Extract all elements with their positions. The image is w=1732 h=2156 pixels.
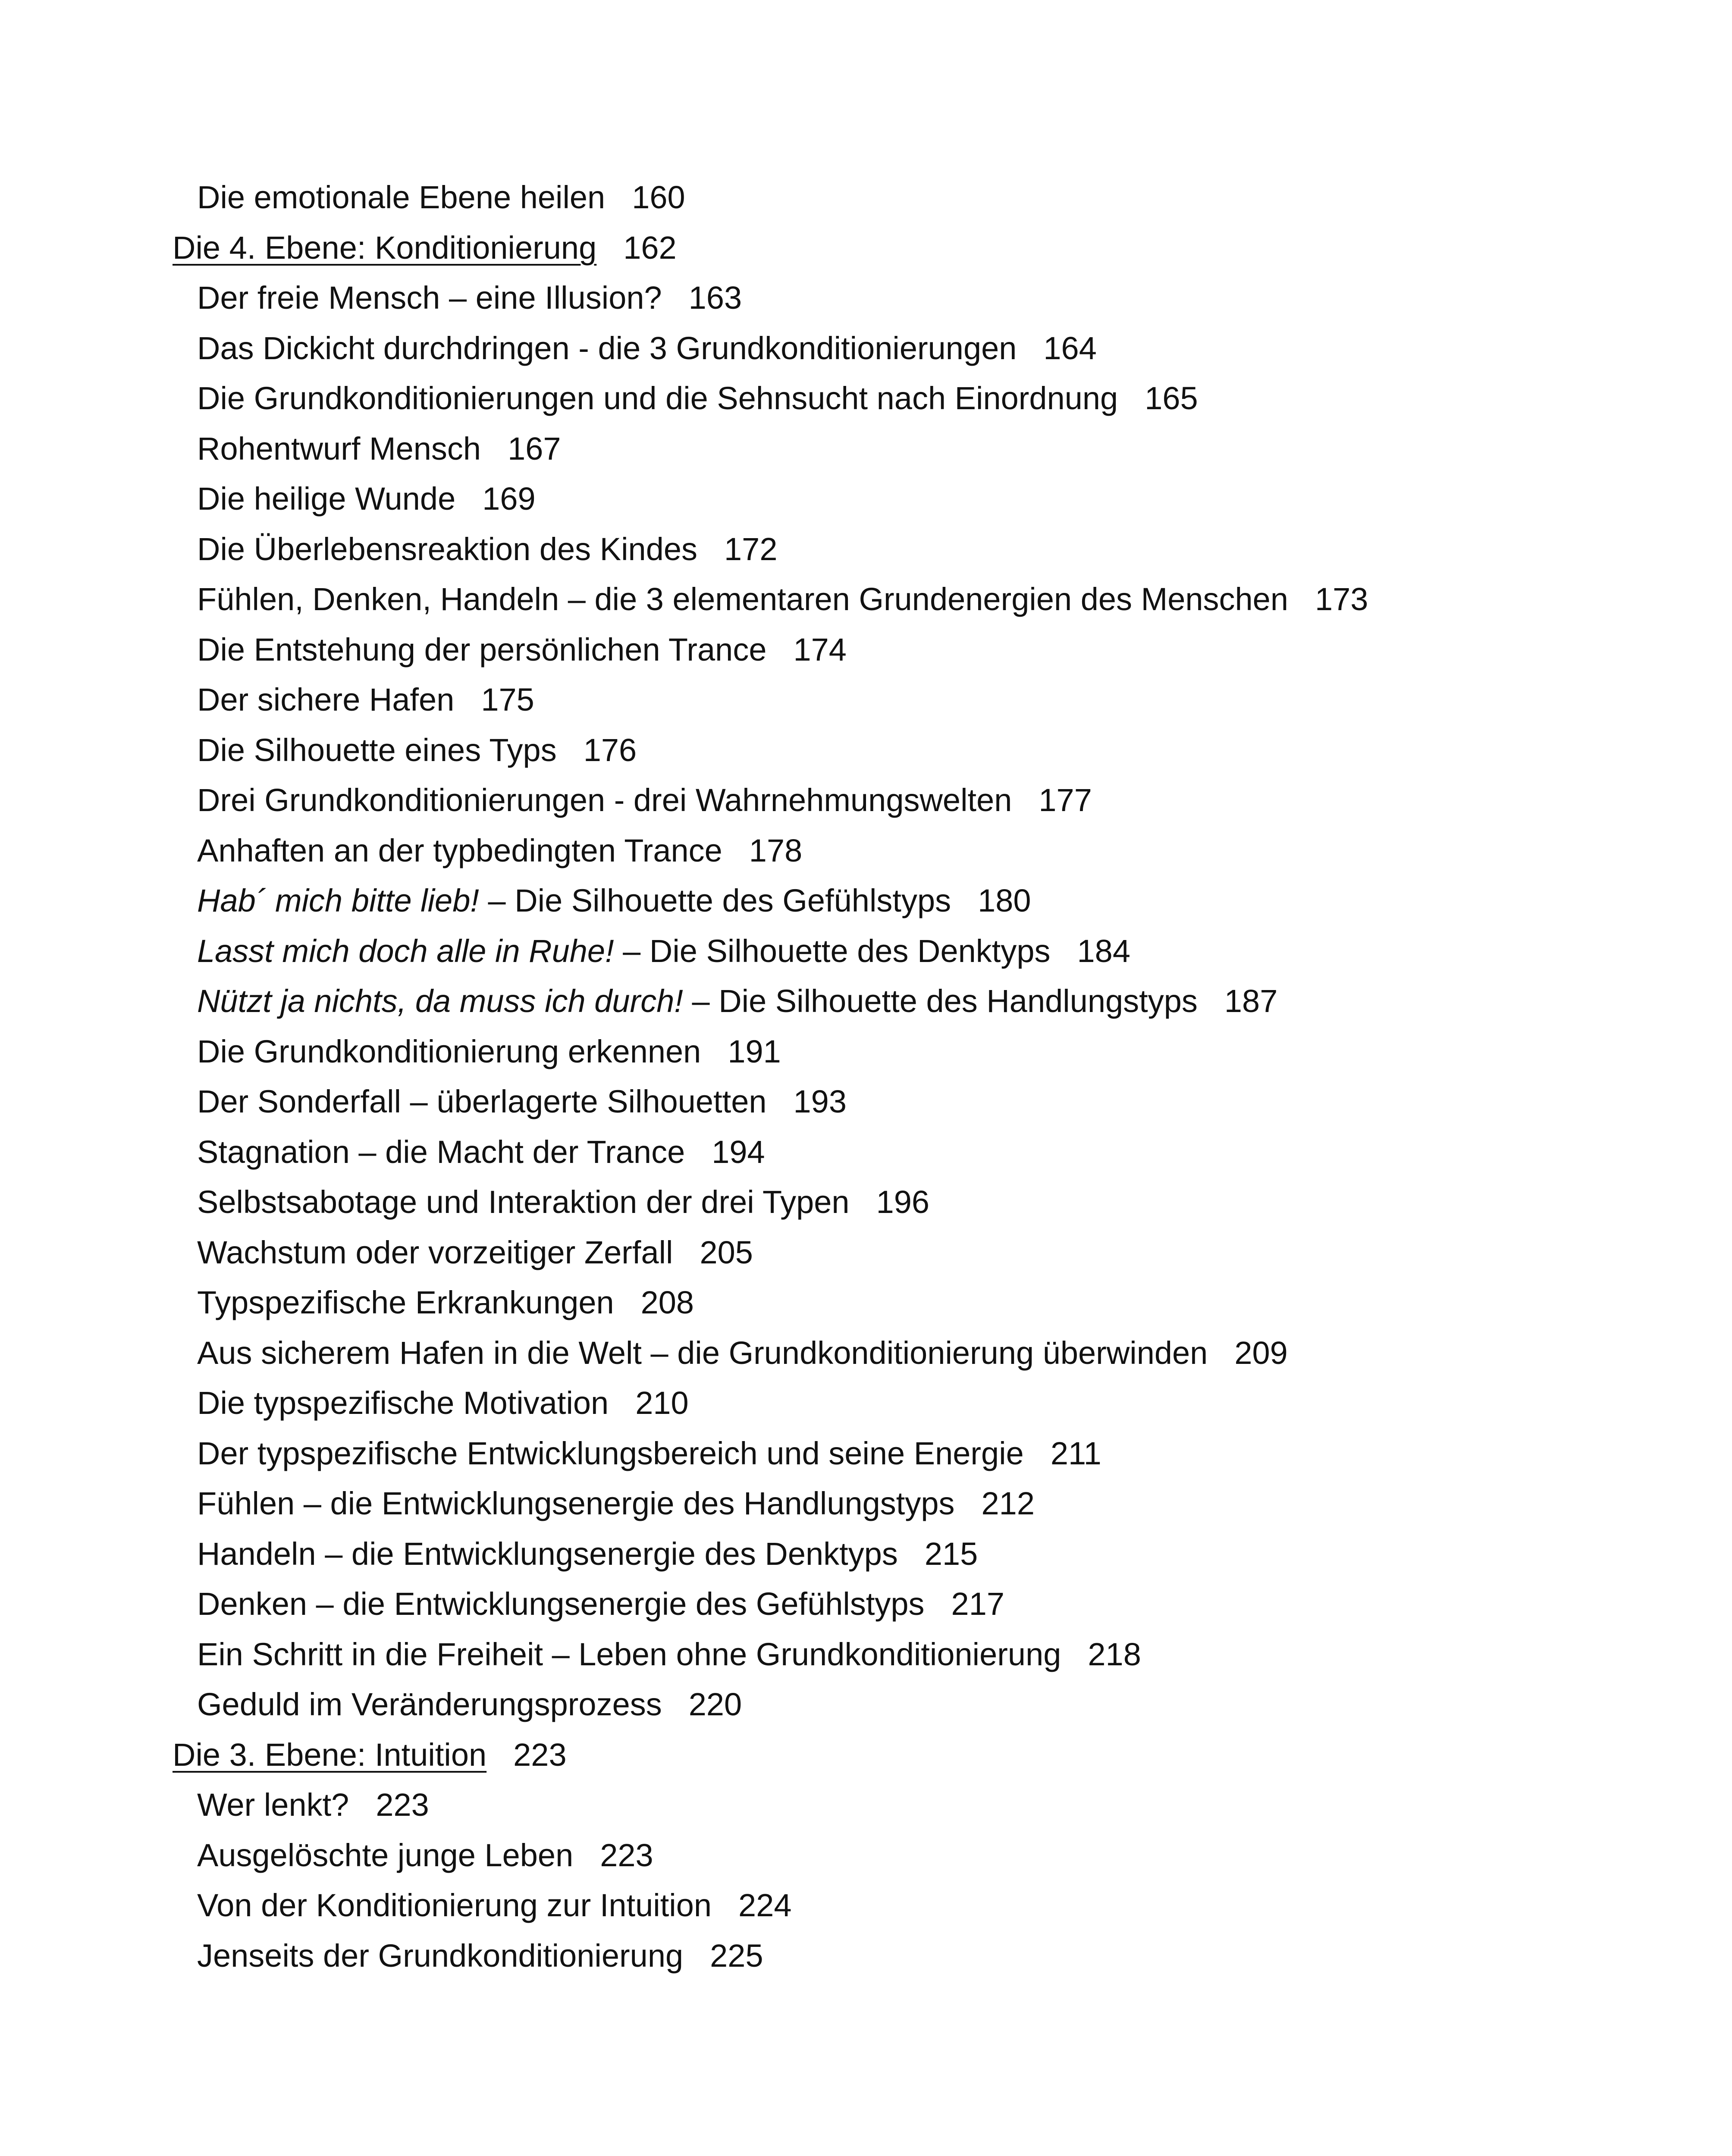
toc-entry[interactable]	[173, 323, 1596, 374]
toc-entry-title: Das Dickicht durchdringen - die 3 Grundkonditionierungen	[197, 330, 1017, 366]
toc-entry-page-number: 178	[749, 832, 803, 868]
toc-entry-page-number: 209	[1234, 1335, 1288, 1371]
toc-entry-title: Wer lenkt?	[197, 1787, 349, 1823]
toc-entry-title: Ein Schritt in die Freiheit – Leben ohne Grundkonditionierung	[197, 1636, 1061, 1672]
toc-entry-title: Der Sonderfall – überlagerte Silhouetten	[197, 1084, 767, 1119]
toc-entry-title: Die Überlebensreaktion des Kindes	[197, 531, 698, 567]
toc-entry-page-number: 180	[978, 883, 1031, 918]
toc-entry-page-number: 210	[635, 1385, 689, 1421]
toc-entry[interactable]	[173, 1931, 1596, 1981]
toc-entry-page-number: 173	[1315, 581, 1368, 617]
toc-entry-page-number: 218	[1088, 1636, 1141, 1672]
toc-entry-page-number: 211	[1050, 1435, 1101, 1471]
toc-entry-title: Handeln – die Entwicklungsenergie des Denktyps	[197, 1536, 898, 1572]
toc-entry-title: Die 4. Ebene: Konditionierung	[173, 229, 597, 266]
toc-entry-page-number: 205	[700, 1234, 753, 1270]
toc-entry-page-number: 184	[1077, 933, 1130, 969]
toc-entry[interactable]	[173, 675, 1596, 725]
toc-entry-title: Die emotionale Ebene heilen	[197, 179, 606, 215]
toc-entry-page-number: 220	[688, 1686, 742, 1722]
toc-entry-title: Von der Konditionierung zur Intuition	[197, 1887, 712, 1923]
toc-entry-italic-title: Lasst mich doch alle in Ruhe!	[197, 933, 614, 969]
toc-entry-title: Jenseits der Grundkonditionierung	[197, 1937, 684, 1974]
toc-entry-italic-title: Hab´ mich bitte lieb!	[197, 883, 479, 918]
toc-entry-title: Geduld im Veränderungsprozess	[197, 1686, 662, 1722]
toc-entry[interactable]	[173, 524, 1596, 575]
toc-entry[interactable]	[173, 1177, 1596, 1228]
toc-entry[interactable]	[173, 725, 1596, 776]
toc-entry[interactable]	[173, 1830, 1596, 1881]
toc-entry[interactable]	[173, 876, 1596, 926]
toc-entry[interactable]	[173, 1680, 1596, 1730]
toc-entry[interactable]	[173, 1378, 1596, 1429]
toc-entry-title: Drei Grundkonditionierungen - drei Wahrnehmungswelten	[197, 782, 1012, 818]
toc-entry[interactable]	[173, 424, 1596, 474]
table-of-contents	[173, 172, 1596, 1981]
toc-entry-title: Aus sicherem Hafen in die Welt – die Grundkonditionierung überwinden	[197, 1335, 1208, 1371]
toc-entry[interactable]	[173, 273, 1596, 323]
toc-entry[interactable]	[173, 926, 1596, 977]
toc-entry[interactable]	[173, 1479, 1596, 1529]
toc-entry-page-number: 160	[632, 179, 685, 215]
toc-entry-title: Stagnation – die Macht der Trance	[197, 1134, 685, 1170]
toc-entry-page-number: 196	[876, 1184, 930, 1220]
toc-entry-page-number: 194	[712, 1134, 765, 1170]
toc-entry[interactable]	[173, 1027, 1596, 1077]
toc-entry-title: Fühlen – die Entwicklungsenergie des Handlungstyps	[197, 1485, 955, 1521]
toc-entry-page-number: 176	[583, 732, 637, 768]
toc-entry-title: Selbstsabotage und Interaktion der drei Typen	[197, 1184, 850, 1220]
toc-entry-page-number: 167	[508, 430, 561, 467]
toc-entry-page-number: 215	[924, 1536, 978, 1572]
toc-entry-title: Die heilige Wunde	[197, 481, 456, 517]
toc-entry-page-number: 191	[728, 1033, 781, 1069]
toc-entry-title: Die Grundkonditionierungen und die Sehnsucht nach Einordnung	[197, 380, 1118, 416]
toc-entry-title: Die Entstehung der persönlichen Trance	[197, 631, 767, 667]
toc-entry-page-number: 208	[640, 1285, 694, 1320]
toc-entry-title: Ausgelöschte junge Leben	[197, 1837, 574, 1873]
toc-entry[interactable]	[173, 1780, 1596, 1830]
toc-entry-page-number: 223	[513, 1736, 567, 1773]
toc-entry-page-number: 164	[1043, 330, 1097, 366]
toc-entry[interactable]	[173, 775, 1596, 826]
toc-entry[interactable]	[173, 1127, 1596, 1178]
toc-entry[interactable]	[173, 474, 1596, 524]
toc-entry-page-number: 172	[724, 531, 778, 567]
toc-entry-page-number: 217	[951, 1586, 1005, 1622]
toc-entry-page-number: 175	[481, 682, 534, 718]
toc-entry-title: Rohentwurf Mensch	[197, 430, 481, 467]
toc-entry[interactable]	[173, 1579, 1596, 1630]
toc-entry[interactable]	[173, 1077, 1596, 1127]
toc-entry-title: Der sichere Hafen	[197, 682, 455, 718]
toc-entry-title: Die Silhouette eines Typs	[197, 732, 557, 768]
toc-entry[interactable]	[173, 1328, 1596, 1379]
toc-entry[interactable]	[173, 172, 1596, 223]
toc-entry-page-number: 162	[623, 229, 677, 266]
toc-entry-title: Anhaften an der typbedingten Trance	[197, 832, 722, 868]
toc-entry-title: – Die Silhouette des Handlungstyps	[683, 983, 1198, 1019]
toc-entry[interactable]	[173, 625, 1596, 675]
toc-entry-page-number: 187	[1224, 983, 1278, 1019]
toc-entry[interactable]	[173, 373, 1596, 424]
toc-entry-title: Wachstum oder vorzeitiger Zerfall	[197, 1234, 673, 1270]
toc-entry-page-number: 193	[793, 1084, 847, 1119]
toc-entry-page-number: 212	[981, 1485, 1035, 1521]
toc-entry-title: Typspezifische Erkrankungen	[197, 1285, 614, 1320]
toc-entry[interactable]	[173, 1278, 1596, 1328]
toc-entry-italic-title: Nützt ja nichts, da muss ich durch!	[197, 983, 683, 1019]
toc-entry-page-number: 177	[1039, 782, 1092, 818]
toc-entry-title: Denken – die Entwicklungsenergie des Gefühlstyps	[197, 1586, 925, 1622]
toc-entry-title: Die Grundkonditionierung erkennen	[197, 1033, 701, 1069]
toc-entry[interactable]	[173, 1630, 1596, 1680]
toc-entry-page-number: 169	[482, 481, 536, 517]
toc-entry-page-number: 223	[600, 1837, 653, 1873]
toc-entry-title: Der freie Mensch – eine Illusion?	[197, 280, 662, 316]
toc-section-entry[interactable]	[173, 1730, 1596, 1780]
toc-entry-page-number: 225	[710, 1937, 763, 1974]
toc-entry[interactable]	[173, 1880, 1596, 1931]
toc-entry-page-number: 163	[688, 280, 742, 316]
toc-entry-page-number: 165	[1145, 380, 1198, 416]
toc-entry-title: Die typspezifische Motivation	[197, 1385, 609, 1421]
toc-entry[interactable]	[173, 976, 1596, 1027]
toc-entry[interactable]	[173, 826, 1596, 876]
toc-entry[interactable]	[173, 574, 1596, 625]
toc-entry-page-number: 224	[738, 1887, 792, 1923]
toc-entry-page-number: 174	[793, 631, 847, 667]
toc-entry[interactable]	[173, 1529, 1596, 1579]
toc-section-entry[interactable]	[173, 223, 1596, 273]
toc-entry-title: – Die Silhouette des Gefühlstyps	[479, 883, 951, 918]
toc-entry[interactable]	[173, 1228, 1596, 1278]
toc-entry-title: Die 3. Ebene: Intuition	[173, 1736, 487, 1773]
toc-entry-title: Fühlen, Denken, Handeln – die 3 elementaren Grundenergien des Menschen	[197, 581, 1288, 617]
toc-entry-page-number: 223	[376, 1787, 429, 1823]
toc-entry-title: – Die Silhouette des Denktyps	[614, 933, 1051, 969]
toc-entry[interactable]	[173, 1429, 1596, 1479]
toc-entry-title: Der typspezifische Entwicklungsbereich und seine Energie	[197, 1435, 1024, 1471]
